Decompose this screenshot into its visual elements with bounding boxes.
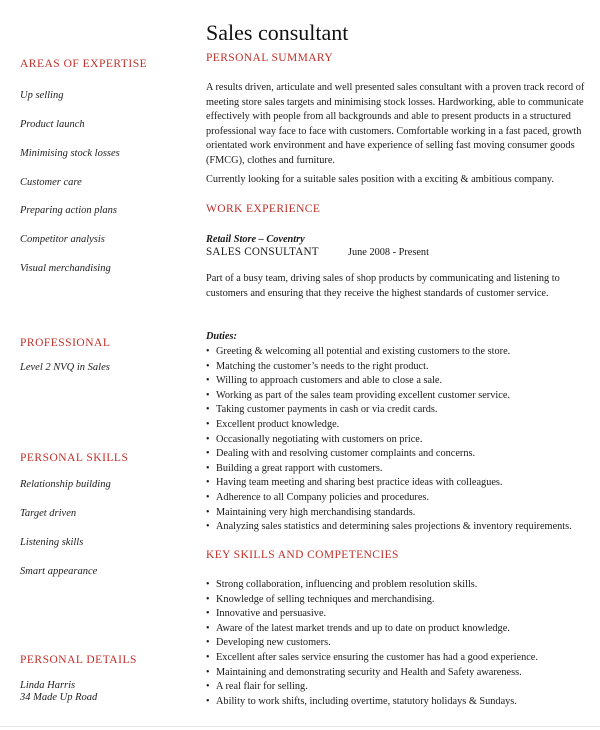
- expertise-item: Minimising stock losses: [20, 148, 120, 159]
- bullet-icon: •: [206, 695, 210, 707]
- bullet-icon: •: [206, 681, 210, 693]
- summary-heading: PERSONAL SUMMARY: [206, 52, 334, 64]
- skill-item: • Maintaining and demonstrating security and Health and Safety awareness.: [206, 666, 538, 681]
- bullet-icon: •: [206, 579, 210, 590]
- bullet-icon: •: [206, 360, 210, 372]
- bullet-icon: •: [206, 462, 210, 474]
- duties-label: Duties:: [206, 331, 237, 342]
- page-title: Sales consultant: [206, 20, 349, 45]
- summary-goal: Currently looking for a suitable sales position with a exciting & ambitious company.: [206, 174, 554, 185]
- skill-item: • A real flair for selling.: [206, 680, 538, 695]
- bullet-icon: •: [206, 375, 210, 387]
- bullet-icon: •: [206, 346, 210, 357]
- duty-item: • Willing to approach customers and able to close a sale.: [206, 374, 572, 389]
- duties-list: [206, 345, 572, 535]
- duty-item: • Adherence to all Company policies and procedures.: [206, 491, 572, 506]
- skill-item: • Knowledge of selling techniques and merchandising.: [206, 593, 538, 608]
- job-title: SALES CONSULTANT: [206, 246, 319, 258]
- contact-name: Linda Harris: [20, 680, 76, 691]
- personal-skill-item: Listening skills: [20, 537, 84, 548]
- expertise-item: Customer care: [20, 177, 82, 188]
- bullet-icon: •: [206, 666, 210, 678]
- duty-item: • Dealing with and resolving customer complaints and concerns.: [206, 447, 572, 462]
- duty-item: • Analyzing sales statistics and determining sales projections & inventory requirements.: [206, 520, 572, 535]
- duty-item: • Working as part of the sales team providing excellent customer service.: [206, 389, 572, 404]
- duty-item: • Excellent product knowledge.: [206, 418, 572, 433]
- job-dates: June 2008 - Present: [348, 247, 429, 258]
- skill-item: • Aware of the latest market trends and up to date on product knowledge.: [206, 622, 538, 637]
- job-description: Part of a busy team, driving sales of shop products by communicating and listening to customers and ensuring that they receive the highest standards of customer service.: [206, 273, 560, 299]
- personal-skill-item: Relationship building: [20, 479, 111, 490]
- skills-list: [206, 578, 538, 709]
- expertise-item: Visual merchandising: [20, 263, 111, 274]
- page-divider: [0, 726, 600, 727]
- personal-skills-heading: PERSONAL SKILLS: [20, 452, 129, 464]
- duty-item: • Building a great rapport with customers.: [206, 462, 572, 477]
- duty-item: • Greeting & welcoming all potential and existing customers to the store.: [206, 345, 572, 360]
- personal-skill-item: Target driven: [20, 508, 77, 519]
- bullet-icon: •: [206, 448, 210, 460]
- skills-heading: KEY SKILLS AND COMPETENCIES: [206, 549, 399, 561]
- personal-skill-item: Smart appearance: [20, 566, 98, 577]
- duty-item: • Occasionally negotiating with customers on price.: [206, 433, 572, 448]
- duty-item: • Maintaining very high merchandising standards.: [206, 506, 572, 521]
- job-employer: Retail Store – Coventry: [206, 234, 305, 245]
- expertise-heading: AREAS OF EXPERTISE: [20, 58, 148, 70]
- professional-item: Level 2 NVQ in Sales: [20, 362, 110, 373]
- bullet-icon: •: [206, 389, 210, 401]
- skill-item: • Excellent after sales service ensuring the customer has had a good experience.: [206, 651, 538, 666]
- duty-item: • Matching the customer’s needs to the right product.: [206, 360, 572, 375]
- experience-heading: WORK EXPERIENCE: [206, 203, 321, 215]
- expertise-item: Product launch: [20, 119, 85, 130]
- duty-item: • Taking customer payments in cash or via credit cards.: [206, 403, 572, 418]
- skill-item: • Strong collaboration, influencing and problem resolution skills.: [206, 578, 538, 593]
- bullet-icon: •: [206, 418, 210, 430]
- bullet-icon: •: [206, 433, 210, 445]
- contact-address: 34 Made Up Road: [20, 692, 98, 703]
- expertise-item: Competitor analysis: [20, 234, 105, 245]
- bullet-icon: •: [206, 491, 210, 503]
- skill-item: • Developing new customers.: [206, 636, 538, 651]
- bullet-icon: •: [206, 651, 210, 663]
- duty-item: • Having team meeting and sharing best practice ideas with colleagues.: [206, 476, 572, 491]
- professional-heading: PROFESSIONAL: [20, 337, 111, 349]
- bullet-icon: •: [206, 593, 210, 605]
- bullet-icon: •: [206, 506, 210, 518]
- bullet-icon: •: [206, 622, 210, 634]
- bullet-icon: •: [206, 608, 210, 620]
- bullet-icon: •: [206, 521, 210, 533]
- skill-item: • Ability to work shifts, including overtime, statutory holidays & Sundays.: [206, 695, 538, 710]
- expertise-item: Up selling: [20, 90, 64, 101]
- summary-paragraph: A results driven, articulate and well presented sales consultant with a proven track record of meeting store sales targets and minimising stock losses. Hardworking, able to communicate effectively with people from all backgrounds and able to present products in a structured professional way face to face with customers. Comfortable working in a fast paced, growth orientated work environment and have experience of selling fast moving consumer goods (FMCG), clothes and furniture.: [206, 82, 585, 166]
- bullet-icon: •: [206, 477, 210, 489]
- expertise-item: Preparing action plans: [20, 205, 118, 216]
- personal-details-heading: PERSONAL DETAILS: [20, 654, 137, 666]
- bullet-icon: •: [206, 637, 210, 649]
- skill-item: • Innovative and persuasive.: [206, 607, 538, 622]
- bullet-icon: •: [206, 404, 210, 416]
